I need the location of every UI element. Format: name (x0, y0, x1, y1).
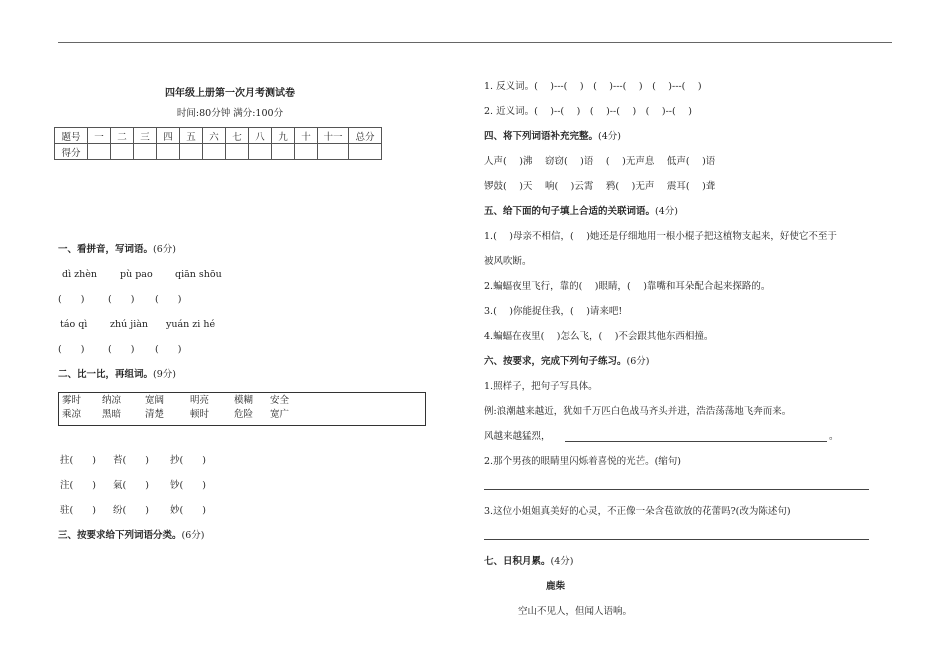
score-entry-cell (295, 144, 318, 160)
compare-item[interactable]: 纷( ) (113, 505, 149, 516)
answer-blank[interactable]: ( ) (108, 294, 135, 305)
compare-item[interactable]: 钞( ) (170, 480, 206, 491)
section-6-heading (484, 356, 649, 368)
box-word: 清楚 (145, 409, 165, 420)
section-title: 六、按要求，完成下列句子练习。 (484, 356, 627, 367)
section-title: 二、比一比，再组词。 (58, 369, 154, 380)
compare-item[interactable]: 妙( ) (170, 505, 206, 516)
pinyin: pù pao (120, 269, 153, 280)
answer-line[interactable] (484, 539, 869, 540)
section-4-heading (484, 131, 621, 143)
idiom-line[interactable]: 锣鼓( )天 响( )云霄 鸦( )无声 震耳( )聋 (484, 181, 716, 192)
box-word: 宽广 (270, 409, 290, 420)
box-word: 宽阔 (145, 395, 165, 406)
section-title: 五、给下面的句子填上合适的关联词语。 (484, 206, 656, 217)
score-cell: 十 (295, 128, 318, 144)
sentence-question[interactable]: 2.蝙蝠夜里飞行，靠的( )眼睛，( )靠嘴和耳朵配合起来探路的。 (484, 281, 771, 292)
sentence-continuation: 被风吹断。 (484, 256, 532, 267)
score-cell: 十一 (318, 128, 349, 144)
section-points: (4分) (550, 556, 574, 567)
score-cell: 五 (180, 128, 203, 144)
section-title: 四、将下列词语补充完整。 (484, 131, 599, 142)
idiom-line[interactable]: 人声( )沸 窃窃( )语 ( )无声息 低声( )语 (484, 156, 716, 167)
pinyin: dì zhèn (62, 269, 98, 280)
section-points: (4分) (655, 206, 678, 217)
poem-title: 鹿柴 (546, 581, 566, 592)
example-sentence: 例:浪潮越来越近，犹如千万匹白色战马齐头并进，浩浩荡荡地飞奔而来。 (484, 406, 792, 417)
score-cell: 九 (272, 128, 295, 144)
score-cell: 八 (249, 128, 272, 144)
score-cell: 总分 (349, 128, 382, 144)
fill-sentence-end: 。 (829, 431, 839, 442)
score-entry-cell (157, 144, 180, 160)
question-instruction: 2.那个男孩的眼睛里闪烁着喜悦的光芒。(缩句) (484, 456, 681, 467)
score-cell: 三 (134, 128, 157, 144)
score-table-score-row (55, 144, 382, 160)
score-entry-cell (180, 144, 203, 160)
section-title: 三、按要求给下列词语分类。 (58, 530, 182, 541)
score-entry-cell (318, 144, 349, 160)
score-entry-cell (349, 144, 382, 160)
page-title: 四年级上册第一次月考测试卷 (165, 88, 295, 99)
score-cell: 得分 (55, 144, 88, 160)
score-entry-cell (272, 144, 295, 160)
compare-item[interactable]: 注( ) (60, 480, 96, 491)
score-cell: 六 (203, 128, 226, 144)
sentence-question[interactable]: 3.( )你能捉住我，( )请来吧! (484, 306, 623, 317)
box-word: 纳凉 (102, 395, 122, 406)
compare-item[interactable]: 抄( ) (170, 455, 206, 466)
answer-blank[interactable]: ( ) (108, 344, 135, 355)
score-cell: 七 (226, 128, 249, 144)
score-cell: 一 (88, 128, 111, 144)
score-entry-cell (88, 144, 111, 160)
score-entry-cell (203, 144, 226, 160)
question-instruction: 1.照样子，把句子写具体。 (484, 381, 598, 392)
compare-item[interactable]: 氣( ) (113, 480, 149, 491)
answer-line[interactable] (565, 441, 827, 442)
answer-blank[interactable]: ( ) (155, 294, 182, 305)
poem-line: 空山不见人，但闻人语响。 (518, 606, 633, 617)
box-word: 模糊 (234, 395, 254, 406)
section-3-heading (58, 530, 204, 542)
section-7-heading (484, 556, 573, 568)
box-word: 雾时 (62, 395, 82, 406)
section-points: (6分) (626, 356, 650, 367)
score-cell: 四 (157, 128, 180, 144)
page-top-rule (58, 42, 892, 43)
score-cell: 题号 (55, 128, 88, 144)
section-points: (4分) (598, 131, 621, 142)
pinyin: qiān shōu (175, 269, 222, 280)
score-table (54, 127, 382, 160)
sentence-question[interactable]: 4.蝙蝠在夜里( )怎么飞，( )不会跟其他东西相撞。 (484, 331, 714, 342)
section-title: 一、看拼音，写词语。 (58, 244, 154, 255)
answer-blank[interactable]: ( ) (58, 344, 85, 355)
fill-sentence-lead: 风越来越猛烈， (484, 431, 551, 442)
box-word: 明亮 (190, 395, 210, 406)
section-points: (6分) (153, 244, 176, 255)
pinyin: yuán zi hé (166, 319, 216, 330)
question-synonyms[interactable]: 2. 近义词。( )--( ) ( )--( ) ( )--( ) (484, 106, 692, 117)
score-entry-cell (111, 144, 134, 160)
section-points: (6分) (181, 530, 205, 541)
section-1-heading (58, 244, 176, 256)
answer-blank[interactable]: ( ) (58, 294, 85, 305)
box-word: 乘凉 (62, 409, 82, 420)
pinyin: táo qì (60, 319, 88, 330)
box-word: 危险 (234, 409, 254, 420)
compare-item[interactable]: 驻( ) (60, 505, 96, 516)
section-5-heading (484, 206, 678, 218)
pinyin: zhú jiàn (110, 319, 149, 330)
answer-blank[interactable]: ( ) (155, 344, 182, 355)
score-cell: 二 (111, 128, 134, 144)
box-word: 黑暗 (102, 409, 122, 420)
section-points: (9分) (153, 369, 176, 380)
question-instruction: 3.这位小姐姐真美好的心灵，不正像一朵含苞欲放的花蕾吗?(改为陈述句) (484, 506, 791, 517)
section-2-heading (58, 369, 176, 381)
sentence-question[interactable]: 1.( )母亲不相信，( )她还是仔细地用一根小棍子把这植物支起来，好使它不至于 (484, 231, 837, 242)
score-table-header-row (55, 128, 382, 144)
section-title: 七、日积月累。 (484, 556, 551, 567)
compare-item[interactable]: 拄( ) (60, 455, 96, 466)
score-entry-cell (134, 144, 157, 160)
box-word: 安全 (270, 395, 290, 406)
answer-line[interactable] (484, 489, 869, 490)
box-word: 顿时 (190, 409, 210, 420)
question-antonyms[interactable]: 1. 反义词。( )---( ) ( )---( ) ( )---( ) (484, 81, 702, 92)
score-entry-cell (249, 144, 272, 160)
score-entry-cell (226, 144, 249, 160)
exam-subtitle: 时间:80分钟 满分:100分 (176, 108, 284, 119)
compare-item[interactable]: 苔( ) (113, 455, 149, 466)
